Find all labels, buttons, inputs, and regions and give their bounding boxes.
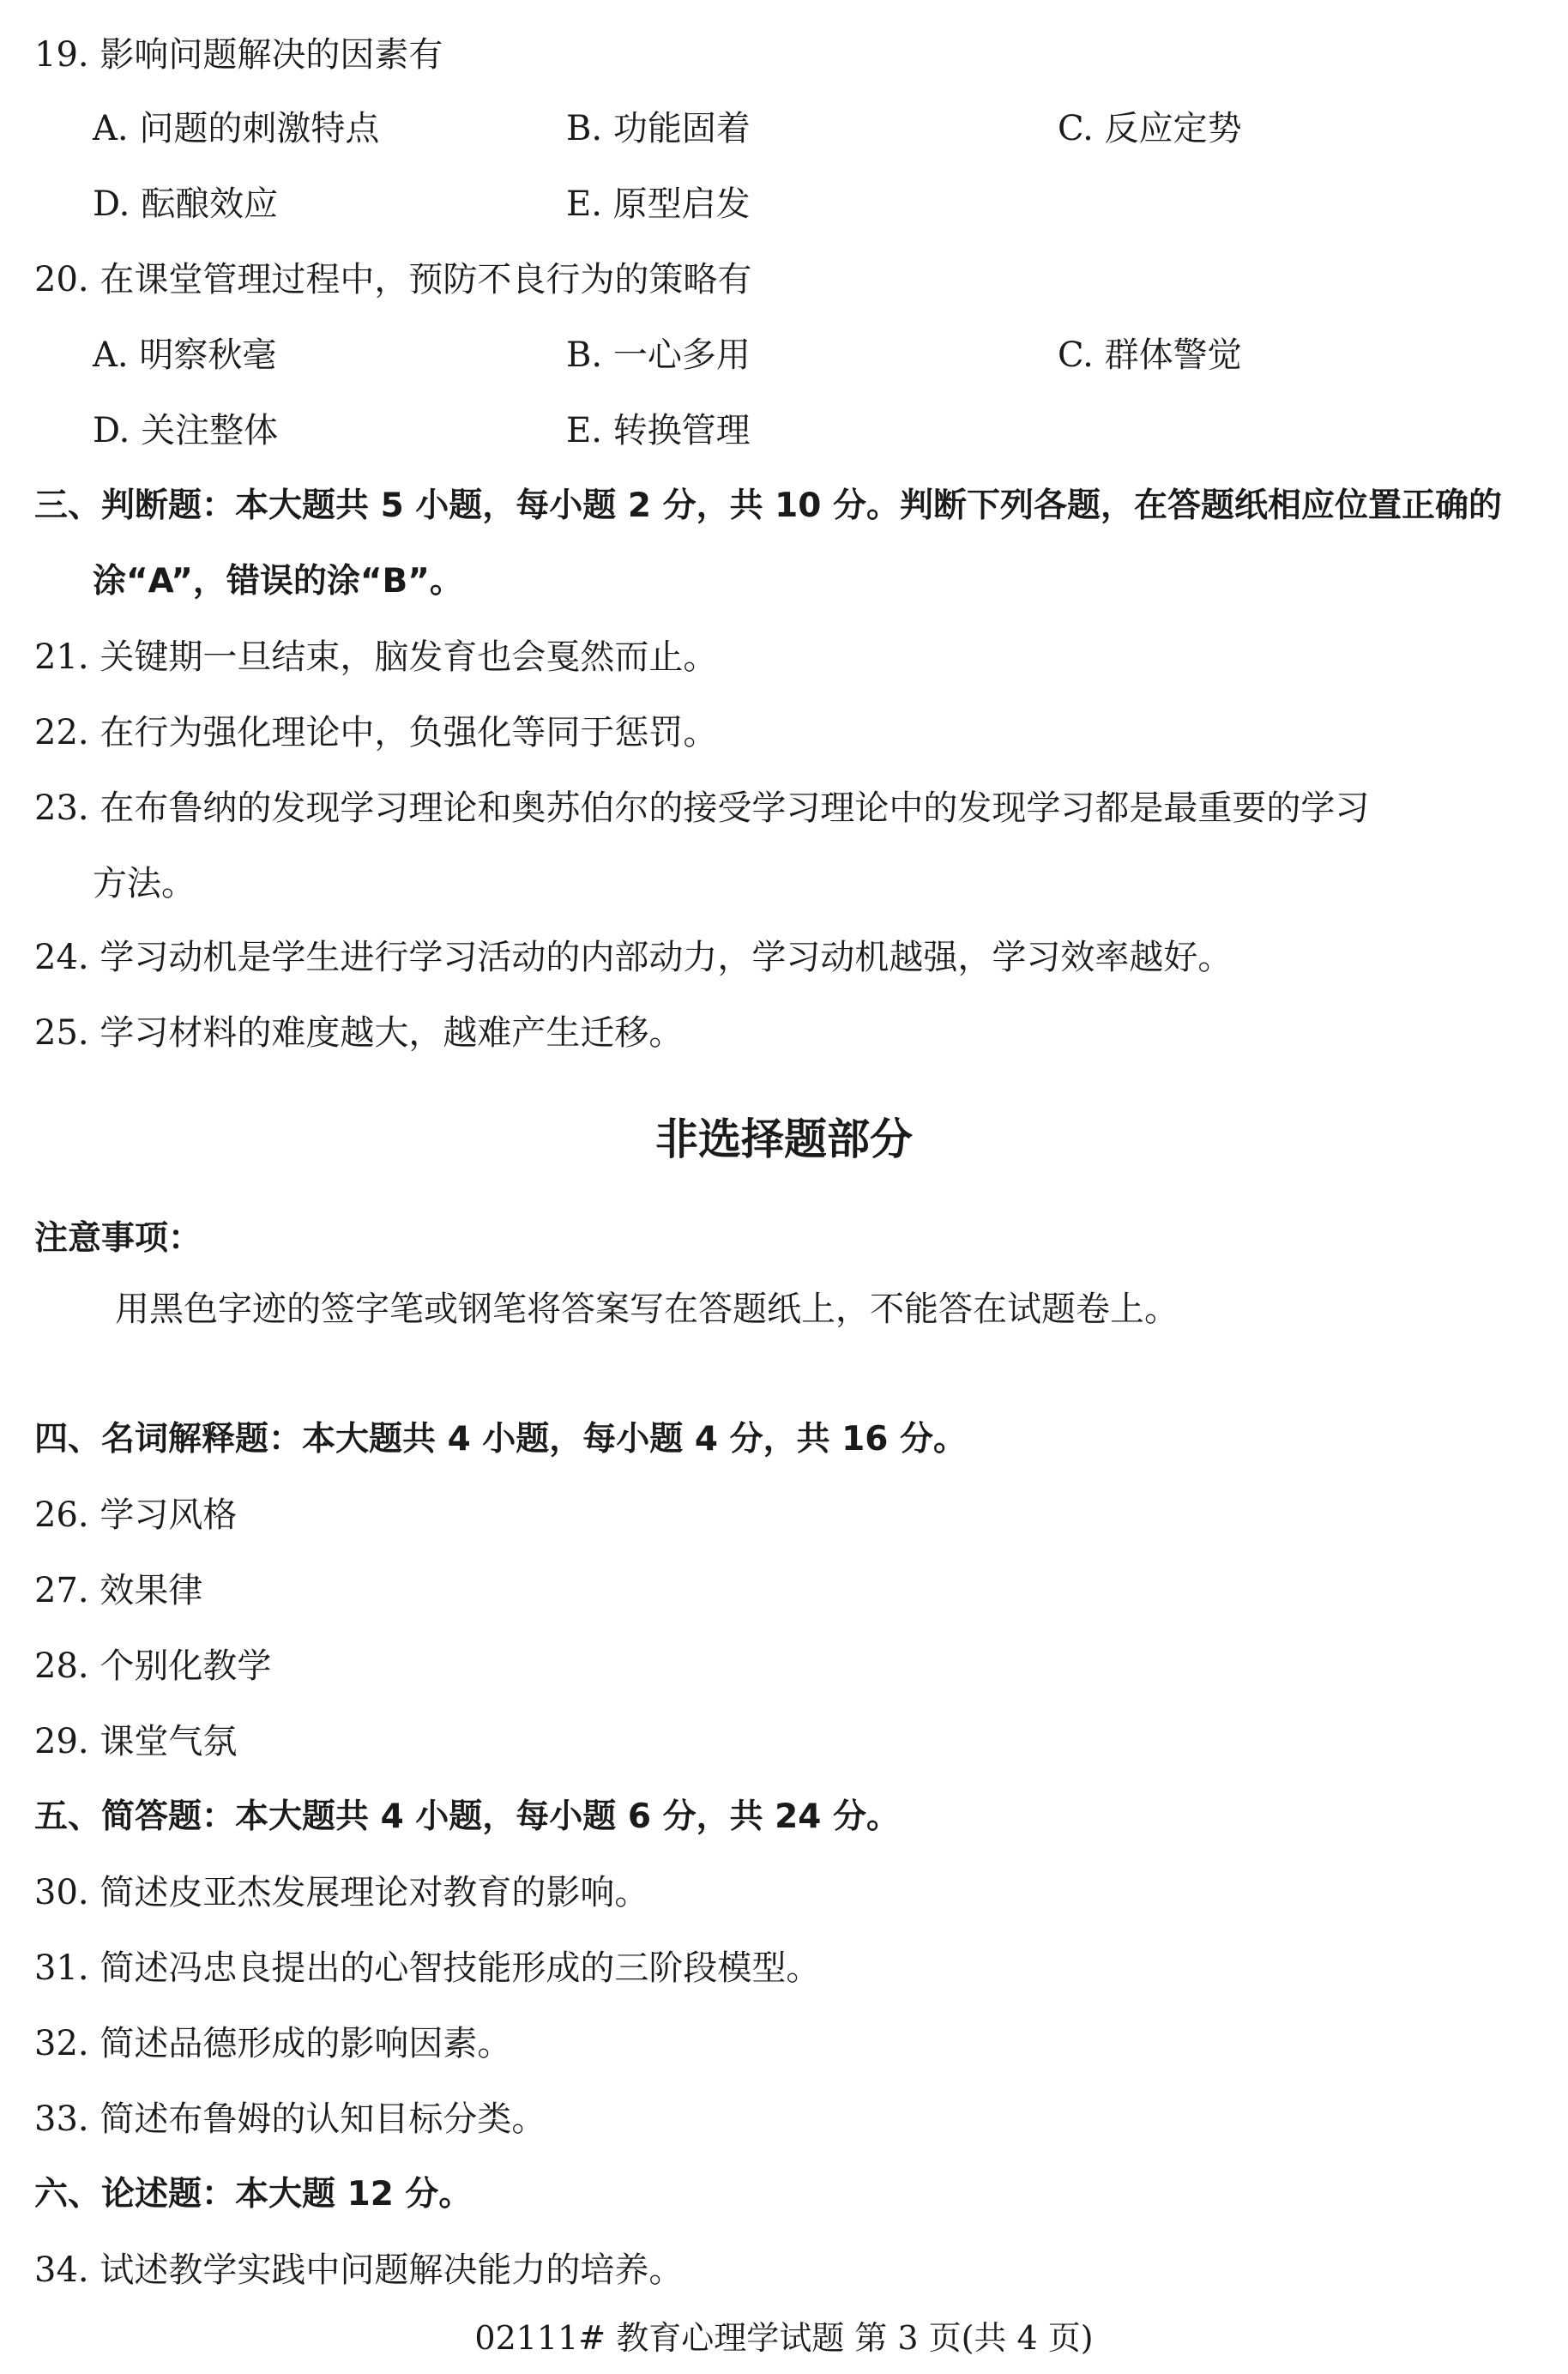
judgement-item (0, 635, 1568, 680)
term-item (0, 1568, 1568, 1613)
option-b: B. 一心多用 (566, 335, 751, 375)
note-title (0, 1217, 1568, 1261)
option-d: D. 关注整体 (93, 411, 279, 450)
question-stem: 20. 在课堂管理过程中，预防不良行为的策略有 (34, 260, 752, 299)
question-text: 30. 简述皮亚杰发展理论对教育的影响。 (34, 1873, 649, 1912)
question-text: 21. 关键期一旦结束，脑发育也会戛然而止。 (34, 637, 718, 677)
short-answer-item (0, 1870, 1568, 1915)
question-text: 24. 学习动机是学生进行学习活动的内部动力，学习动机越强，学习效率越好。 (34, 938, 1233, 977)
section-heading-line: 涂“A”，错误的涂“B”。 (93, 562, 463, 601)
question-stem: 19. 影响问题解决的因素有 (34, 35, 443, 75)
option-e: E. 原型启发 (566, 184, 751, 224)
judgement-item (0, 1011, 1568, 1055)
option-d: D. 酝酿效应 (93, 184, 279, 224)
note-text (0, 1287, 1568, 1332)
question-text: 23. 在布鲁纳的发现学习理论和奥苏伯尔的接受学习理论中的发现学习都是最重要的学习 (34, 788, 1370, 828)
option-row (0, 106, 1568, 151)
question-text: 34. 试述教学实践中问题解决能力的培养。 (34, 2250, 684, 2290)
term-item (0, 1719, 1568, 1764)
option-a: A. 明察秋毫 (93, 335, 277, 375)
question-text: 26. 学习风格 (34, 1495, 238, 1535)
section-heading-line: 六、论述题：本大题 12 分。 (34, 2175, 473, 2214)
short-answer-item (0, 2097, 1568, 2141)
section-5-heading (0, 1795, 1568, 1839)
term-item (0, 1644, 1568, 1688)
option-c: C. 反应定势 (1058, 109, 1242, 148)
question-text: 31. 简述冯忠良提出的心智技能形成的三阶段模型。 (34, 1948, 821, 1988)
option-a: A. 问题的刺激特点 (93, 109, 380, 148)
essay-item (0, 2248, 1568, 2292)
option-row (0, 182, 1568, 227)
page-footer: 02111# 教育心理学试题 第 3 页(共 4 页) (474, 2319, 1094, 2357)
note-body: 用黑色字迹的签字笔或钢笔将答案写在答题纸上，不能答在试题卷上。 (115, 1290, 1179, 1329)
option-row (0, 333, 1568, 378)
question-text: 28. 个别化教学 (34, 1646, 272, 1686)
question-text: 方法。 (93, 864, 196, 903)
option-e: E. 转换管理 (566, 411, 751, 450)
judgement-item (0, 786, 1568, 831)
judgement-item-cont (0, 861, 1568, 906)
part-title: 非选择题部分 (655, 1115, 913, 1164)
option-c: C. 群体警觉 (1058, 335, 1242, 375)
note-heading: 注意事项： (34, 1219, 202, 1258)
question-20 (0, 257, 1568, 302)
section-heading-line: 四、名词解释题：本大题共 4 小题，每小题 4 分，共 16 分。 (34, 1420, 968, 1459)
section-4-heading (0, 1417, 1568, 1462)
option-b: B. 功能固着 (566, 109, 751, 148)
section-heading-line: 三、判断题：本大题共 5 小题，每小题 2 分，共 10 分。判断下列各题，在答题纸相应位置正确的 (34, 486, 1503, 525)
judgement-item (0, 935, 1568, 980)
option-row (0, 408, 1568, 453)
question-text: 22. 在行为强化理论中，负强化等同于惩罚。 (34, 713, 718, 752)
judgement-item (0, 710, 1568, 755)
short-answer-item (0, 1946, 1568, 1990)
section-3-heading-cont (0, 559, 1568, 604)
section-heading-line: 五、简答题：本大题共 4 小题，每小题 6 分，共 24 分。 (34, 1797, 901, 1836)
section-3-heading (0, 484, 1568, 529)
short-answer-item (0, 2021, 1568, 2066)
question-text: 25. 学习材料的难度越大，越难产生迁移。 (34, 1013, 684, 1053)
term-item (0, 1493, 1568, 1537)
question-text: 33. 简述布鲁姆的认知目标分类。 (34, 2099, 546, 2139)
question-text: 32. 简述品德形成的影响因素。 (34, 2024, 512, 2063)
question-19 (0, 33, 1568, 77)
question-text: 27. 效果律 (34, 1571, 203, 1610)
question-text: 29. 课堂气氛 (34, 1722, 238, 1761)
section-6-heading (0, 2172, 1568, 2217)
